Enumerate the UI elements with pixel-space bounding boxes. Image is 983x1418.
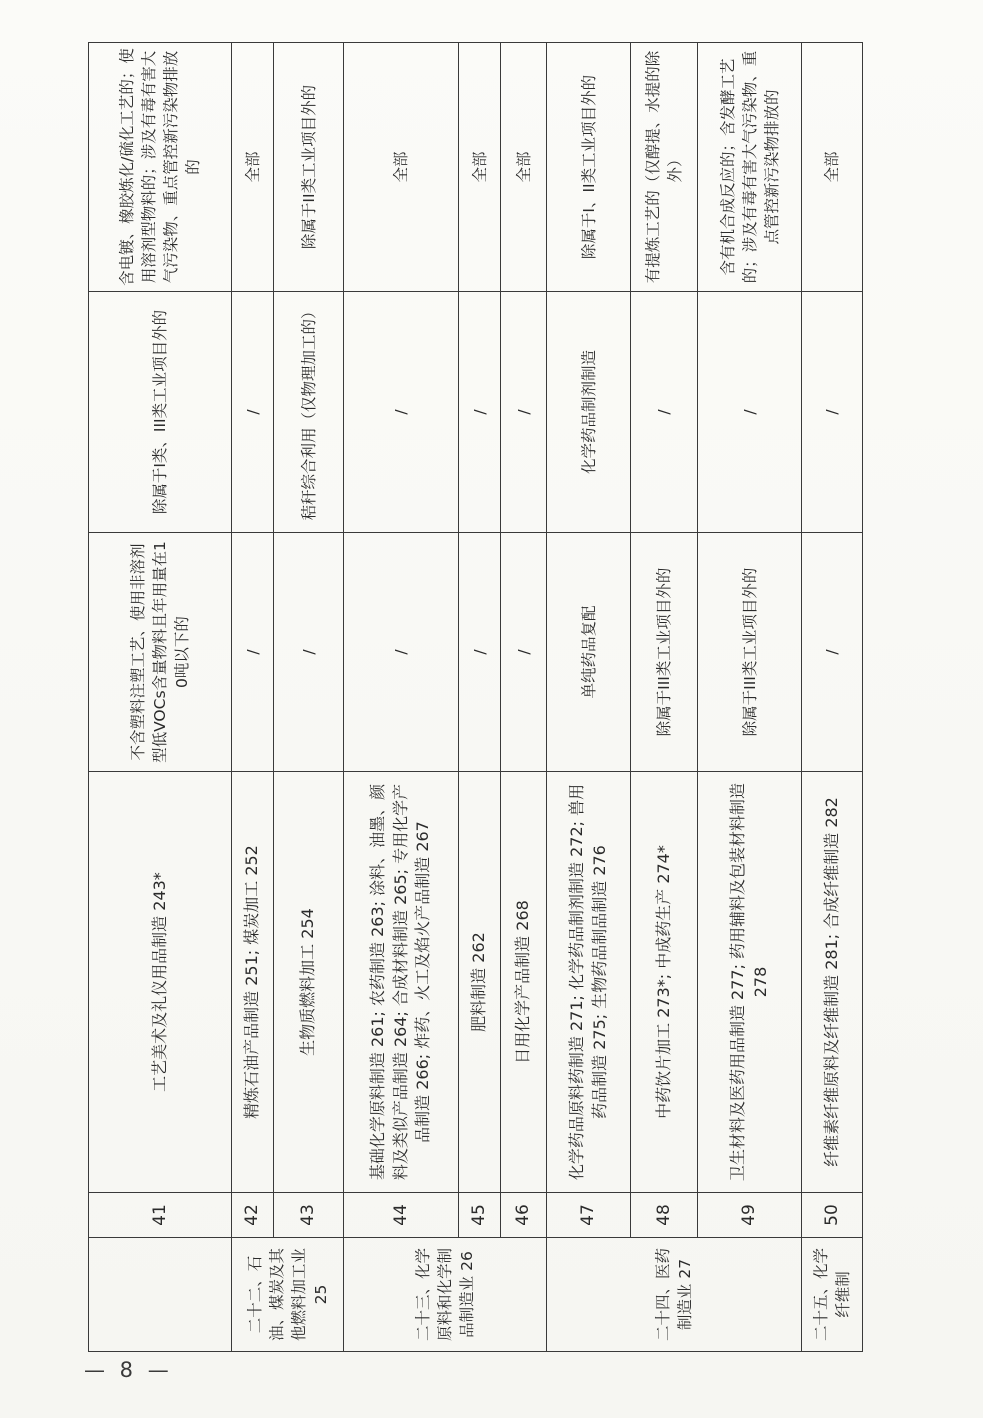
rotated-table-wrapper [88, 43, 862, 1352]
category-cell-2: 化学药品制剂制造 [547, 292, 631, 533]
category-cell-3: 除属于I、II类工业项目外的 [547, 43, 631, 292]
table-row [344, 43, 459, 1352]
category-cell-1: / [274, 533, 344, 772]
category-cell-1: 单纯药品复配 [547, 533, 631, 772]
classification-table [88, 42, 863, 1352]
category-cell-2: / [631, 292, 698, 533]
category-cell-2: / [501, 292, 547, 533]
table-row [232, 43, 274, 1352]
category-cell-3: 除属于II类工业项目外的 [274, 43, 344, 292]
industry-cell: 二十三、化学原料和化学制品制造业 26 [344, 1238, 547, 1352]
row-number-cell: 42 [232, 1193, 274, 1238]
row-number-cell: 48 [631, 1193, 698, 1238]
category-cell-1: / [344, 533, 459, 772]
category-cell-3: 全部 [501, 43, 547, 292]
row-number-cell: 41 [89, 1193, 232, 1238]
table-row [501, 43, 547, 1352]
row-number-cell: 49 [698, 1193, 802, 1238]
row-number-cell: 45 [459, 1193, 501, 1238]
project-cell: 工艺美术及礼仪用品制造 243* [89, 772, 232, 1193]
table-row [274, 43, 344, 1352]
project-cell: 纤维素纤维原料及纤维制造 281; 合成纤维制造 282 [802, 772, 863, 1193]
project-cell: 肥料制造 262 [459, 772, 501, 1193]
category-cell-3: 全部 [232, 43, 274, 292]
category-cell-3: 全部 [344, 43, 459, 292]
category-cell-2: / [802, 292, 863, 533]
category-cell-3: 有提炼工艺的（仅醇提、水提的除外） [631, 43, 698, 292]
category-cell-2: 秸秆综合利用（仅物理加工的） [274, 292, 344, 533]
table-row [547, 43, 631, 1352]
row-number-cell: 46 [501, 1193, 547, 1238]
industry-cell: 二十四、医药制造业 27 [547, 1238, 802, 1352]
category-cell-3: 全部 [459, 43, 501, 292]
category-cell-1: 除属于III类工业项目外的 [698, 533, 802, 772]
category-cell-3: 全部 [802, 43, 863, 292]
page-number: — 8 — [84, 1358, 173, 1382]
category-cell-2: / [232, 292, 274, 533]
category-cell-1: / [459, 533, 501, 772]
category-cell-2: / [459, 292, 501, 533]
category-cell-3: 含电镀、橡胶炼化/硫化工艺的；使用溶剂型物料的；涉及有毒有害大气污染物、重点管控新污染物排放的 [89, 43, 232, 292]
project-cell: 日用化学产品制造 268 [501, 772, 547, 1193]
project-cell: 中药饮片加工 273*; 中成药生产 274* [631, 772, 698, 1193]
category-cell-2: / [698, 292, 802, 533]
project-cell: 生物质燃料加工 254 [274, 772, 344, 1193]
category-cell-1: 除属于III类工业项目外的 [631, 533, 698, 772]
row-number-cell: 43 [274, 1193, 344, 1238]
table-row [698, 43, 802, 1352]
category-cell-1: / [501, 533, 547, 772]
row-number-cell: 47 [547, 1193, 631, 1238]
row-number-cell: 44 [344, 1193, 459, 1238]
table-row [802, 43, 863, 1352]
row-number-cell: 50 [802, 1193, 863, 1238]
table-row [631, 43, 698, 1352]
table-row [459, 43, 501, 1352]
category-cell-1: 不含塑料注塑工艺、使用非溶剂型低VOCs含量物料且年用量在10吨以下的 [89, 533, 232, 772]
project-cell: 化学药品原料药制造 271; 化学药品制剂制造 272; 兽用药品制造 275; 生物药品制品制造 276 [547, 772, 631, 1193]
project-cell: 基础化学原料制造 261; 农药制造 263; 涂料、油墨、颜料及类似产品制造 264; 合成材料制造 265; 专用化学产品制造 266; 炸药、火工及焰火产品制造 267 [344, 772, 459, 1193]
project-cell: 卫生材料及医药用品制造 277; 药用辅料及包装材料制造 278 [698, 772, 802, 1193]
category-cell-1: / [802, 533, 863, 772]
classification-table-body [89, 43, 863, 1352]
category-cell-2: / [344, 292, 459, 533]
industry-cell [89, 1238, 232, 1352]
category-cell-2: 除属于I类、III类工业项目外的 [89, 292, 232, 533]
industry-cell: 二十五、化学纤维制 [802, 1238, 863, 1352]
project-cell: 精炼石油产品制造 251; 煤炭加工 252 [232, 772, 274, 1193]
category-cell-1: / [232, 533, 274, 772]
industry-cell: 二十二、石油、煤炭及其他燃料加工业 25 [232, 1238, 344, 1352]
category-cell-3: 含有机合成反应的；含发酵工艺的；涉及有毒有害大气污染物、重点管控新污染物排放的 [698, 43, 802, 292]
table-row [89, 43, 232, 1352]
